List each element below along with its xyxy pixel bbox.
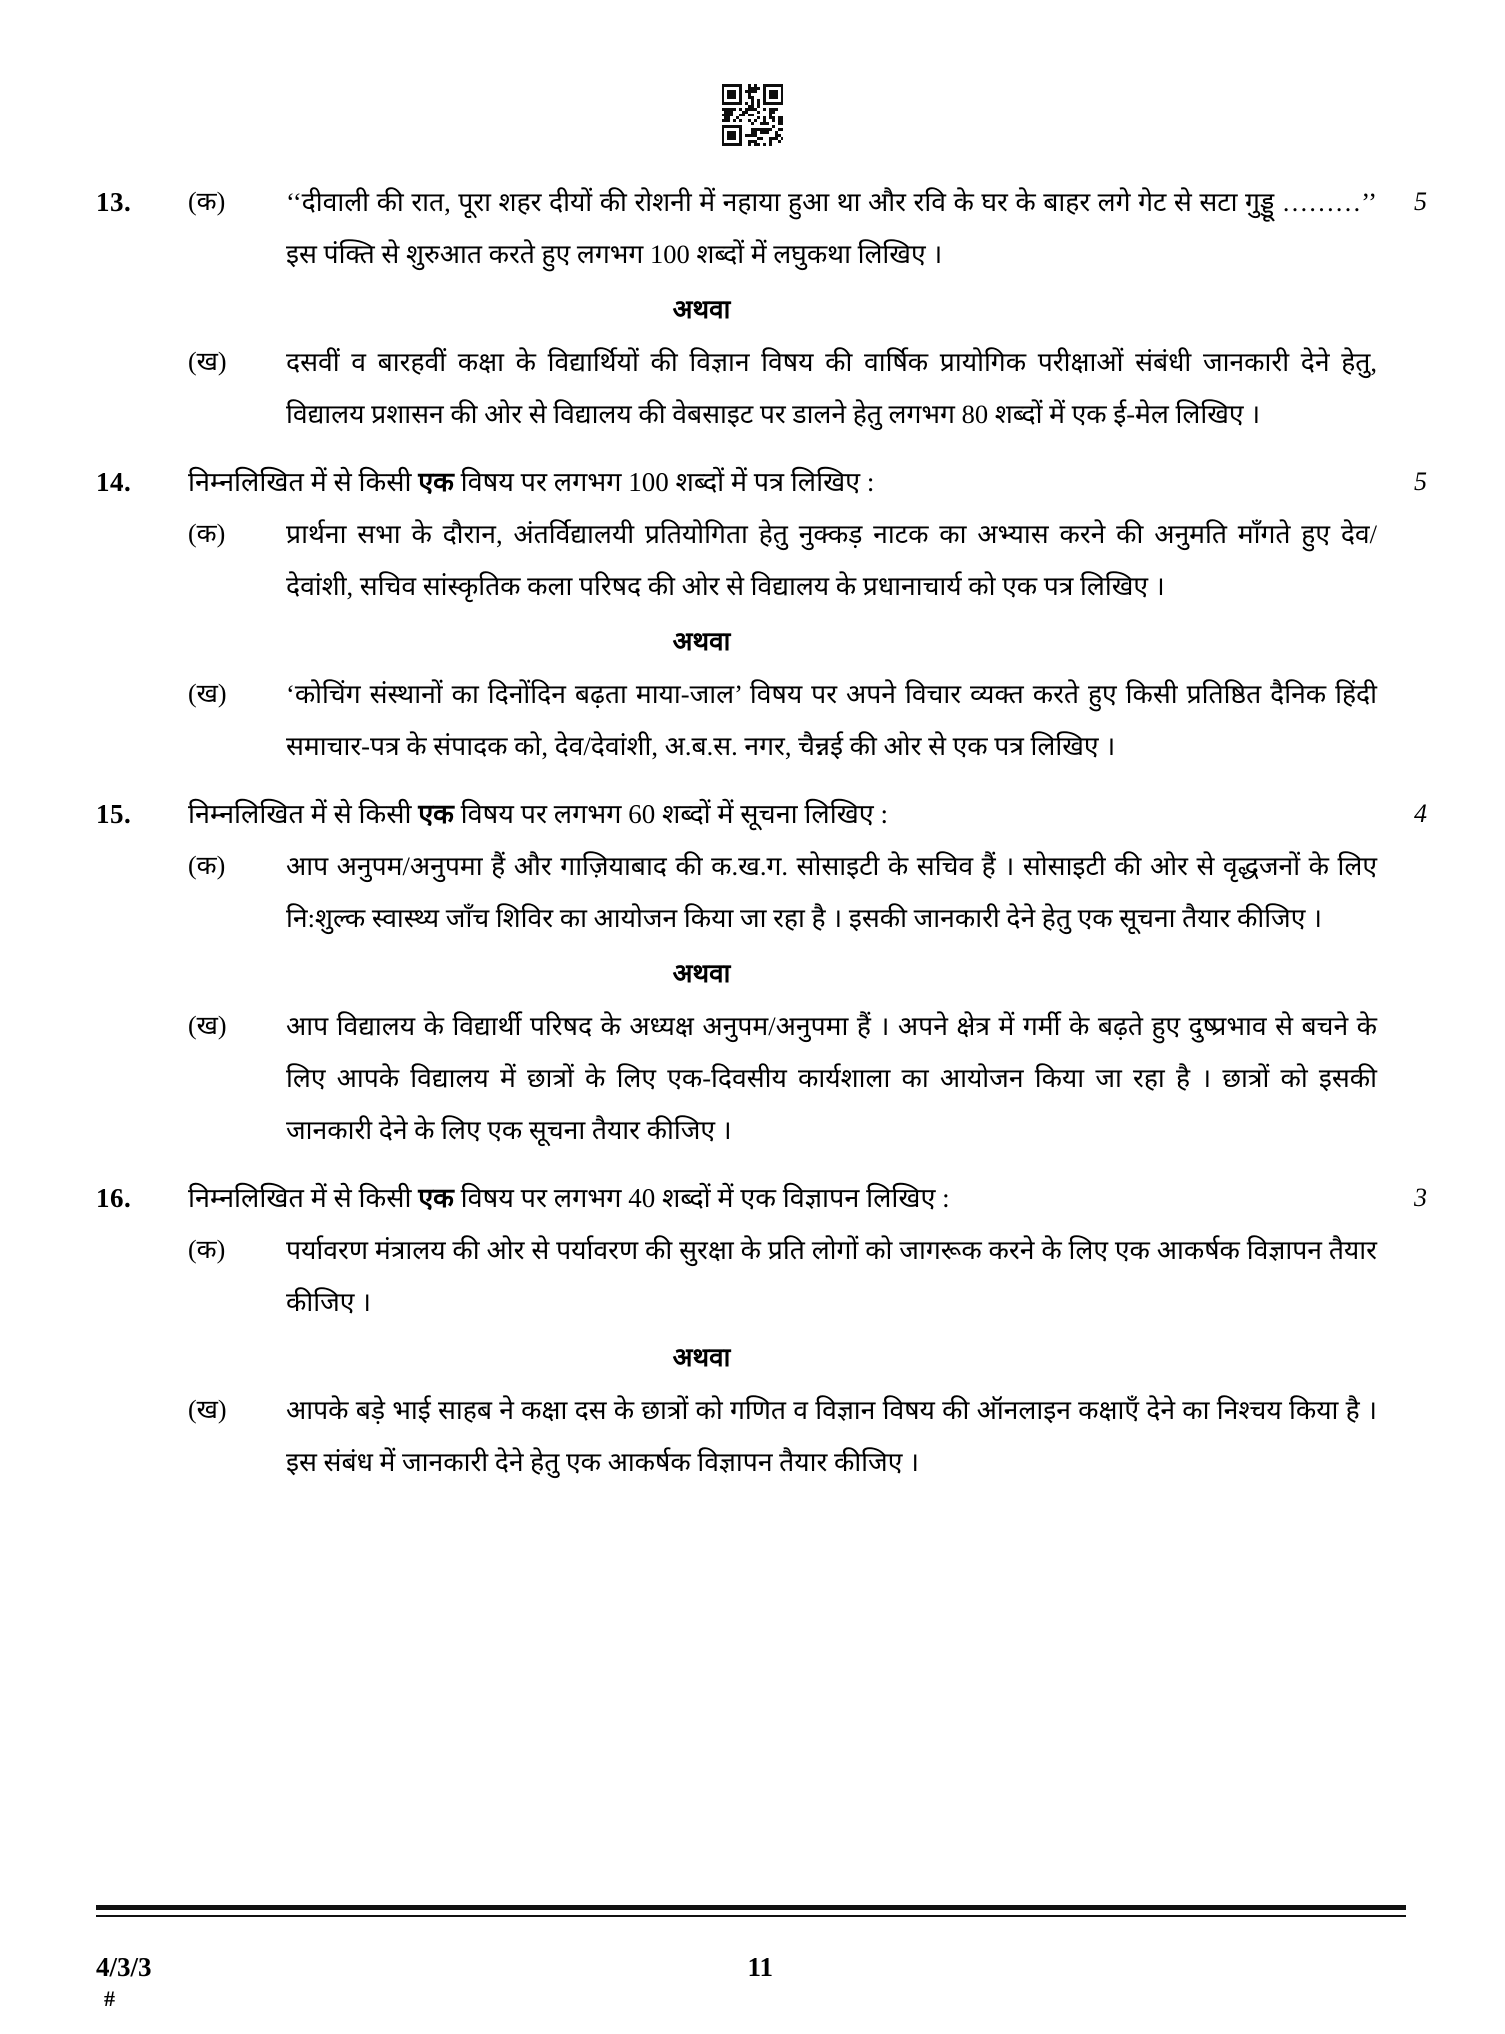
part-label: (क) bbox=[188, 519, 226, 548]
question-number: 15. bbox=[96, 799, 132, 829]
heading-bold-word: एक bbox=[418, 467, 454, 497]
marks-value: 3 bbox=[1414, 1183, 1427, 1212]
question-heading-text bbox=[188, 456, 1381, 508]
marks-spacer bbox=[1381, 508, 1427, 560]
heading-text-post: विषय पर लगभग 60 शब्दों में सूचना लिखिए : bbox=[453, 799, 888, 829]
hash-mark: # bbox=[104, 1986, 115, 2011]
qr-code bbox=[722, 84, 784, 146]
question-13-part-a bbox=[96, 176, 1427, 280]
part-label: (क) bbox=[188, 187, 226, 216]
heading-text-pre: निम्नलिखित में से किसी bbox=[188, 467, 419, 497]
question-16-heading bbox=[96, 1172, 1427, 1224]
question-number: 16. bbox=[96, 1183, 132, 1213]
marks-spacer bbox=[1381, 668, 1427, 720]
marks-value: 5 bbox=[1414, 467, 1427, 496]
heading-bold-word: एक bbox=[418, 799, 454, 829]
part-label: (ख) bbox=[188, 1011, 227, 1040]
marks-spacer bbox=[1381, 1000, 1427, 1052]
part-text: आप विद्यालय के विद्यार्थी परिषद के अध्यक्ष अनुपम/अनुपमा हैं । अपने क्षेत्र में गर्मी के बढ़ते हुए दुष्प्रभाव से बचने के लिए आपके विद्यालय में छात्रों के लिए एक-दिवसीय कार्यशाला का आयोजन किया जा रहा है । छात्रों को इसकी जानकारी देने के लिए एक सूचना तैयार कीजिए । bbox=[286, 1011, 1377, 1145]
question-15-heading bbox=[96, 788, 1427, 840]
part-text: पर्यावरण मंत्रालय की ओर से पर्यावरण की सुरक्षा के प्रति लोगों को जागरूक करने के लिए एक आकर्षक विज्ञापन तैयार कीजिए । bbox=[286, 1235, 1377, 1317]
marks-value: 4 bbox=[1414, 799, 1427, 828]
footer-divider-thin bbox=[96, 1915, 1406, 1917]
marks-value: 5 bbox=[1414, 187, 1427, 216]
question-14-part-a bbox=[96, 508, 1427, 612]
marks-spacer bbox=[1381, 840, 1427, 892]
heading-bold-word: एक bbox=[418, 1183, 454, 1213]
part-text: ‘‘दीवाली की रात, पूरा शहर दीयों की रोशनी में नहाया हुआ था और रवि के घर के बाहर लगे गेट से सटा गुड्डू ………’’ इस पंक्ति से शुरुआत करते हुए लगभग 100 शब्दों में लघुकथा लिखिए । bbox=[286, 187, 1377, 269]
question-13-part-b bbox=[96, 336, 1427, 440]
qr-code-container bbox=[0, 84, 1505, 146]
heading-text-pre: निम्नलिखित में से किसी bbox=[188, 1183, 419, 1213]
question-15-part-b bbox=[96, 1000, 1427, 1156]
paper-code: 4/3/3 bbox=[96, 1952, 152, 1982]
part-text: प्रार्थना सभा के दौरान, अंतर्विद्यालयी प्रतियोगिता हेतु नुक्कड़ नाटक का अभ्यास करने की अनुमति माँगते हुए देव/देवांशी, सचिव सांस्कृतिक कला परिषद की ओर से विद्यालय के प्रधानाचार्य को एक पत्र लिखिए । bbox=[286, 519, 1377, 601]
part-label: (ख) bbox=[188, 679, 227, 708]
question-16-part-b bbox=[96, 1384, 1427, 1488]
heading-text-post: विषय पर लगभग 40 शब्दों में एक विज्ञापन लिखिए : bbox=[453, 1183, 950, 1213]
footer-divider bbox=[96, 1905, 1406, 1910]
part-label: (ख) bbox=[188, 1395, 227, 1424]
alternative-separator-13: अथवा bbox=[672, 295, 731, 324]
part-text: दसवीं व बारहवीं कक्षा के विद्यार्थियों की विज्ञान विषय की वार्षिक प्रायोगिक परीक्षाओं संबंधी जानकारी देने हेतु, विद्यालय प्रशासन की ओर से विद्यालय की वेबसाइट पर डालने हेतु लगभग 80 शब्दों में एक ई-मेल लिखिए । bbox=[286, 347, 1377, 429]
part-text: आप अनुपम/अनुपमा हैं और गाज़ियाबाद की क.ख.ग. सोसाइटी के सचिव हैं । सोसाइटी की ओर से वृद्धजनों के लिए नि:शुल्क स्वास्थ्य जाँच शिविर का आयोजन किया जा रहा है । इसकी जानकारी देने हेतु एक सूचना तैयार कीजिए । bbox=[286, 851, 1377, 933]
question-15-part-a bbox=[96, 840, 1427, 944]
alternative-separator-14: अथवा bbox=[672, 627, 731, 656]
question-16-part-a bbox=[96, 1224, 1427, 1328]
marks-spacer bbox=[1381, 1224, 1427, 1276]
page-footer bbox=[0, 1952, 1505, 1982]
question-heading-text bbox=[188, 788, 1381, 840]
part-label: (क) bbox=[188, 851, 226, 880]
question-14-part-b bbox=[96, 668, 1427, 772]
alternative-separator-16: अथवा bbox=[672, 1343, 731, 1372]
question-list bbox=[0, 176, 1505, 1488]
marks-spacer bbox=[1381, 336, 1427, 388]
page-number: 11 bbox=[747, 1952, 774, 1982]
alternative-separator-15: अथवा bbox=[672, 959, 731, 988]
heading-text-pre: निम्नलिखित में से किसी bbox=[188, 799, 419, 829]
heading-text-post: विषय पर लगभग 100 शब्दों में पत्र लिखिए : bbox=[453, 467, 875, 497]
part-label: (क) bbox=[188, 1235, 226, 1264]
question-14-heading bbox=[96, 456, 1427, 508]
part-text: ‘कोचिंग संस्थानों का दिनोंदिन बढ़ता माया-जाल’ विषय पर अपने विचार व्यक्त करते हुए किसी प्रतिष्ठित दैनिक हिंदी समाचार-पत्र के संपादक को, देव/देवांशी, अ.ब.स. नगर, चैन्नई की ओर से एक पत्र लिखिए । bbox=[286, 679, 1377, 761]
part-label: (ख) bbox=[188, 347, 227, 376]
question-number: 13. bbox=[96, 187, 132, 217]
question-number: 14. bbox=[96, 467, 132, 497]
marks-spacer bbox=[1381, 1384, 1427, 1436]
part-text: आपके बड़े भाई साहब ने कक्षा दस के छात्रों को गणित व विज्ञान विषय की ऑनलाइन कक्षाएँ देने का निश्चय किया है । इस संबंध में जानकारी देने हेतु एक आकर्षक विज्ञापन तैयार कीजिए । bbox=[286, 1395, 1377, 1477]
question-heading-text bbox=[188, 1172, 1381, 1224]
